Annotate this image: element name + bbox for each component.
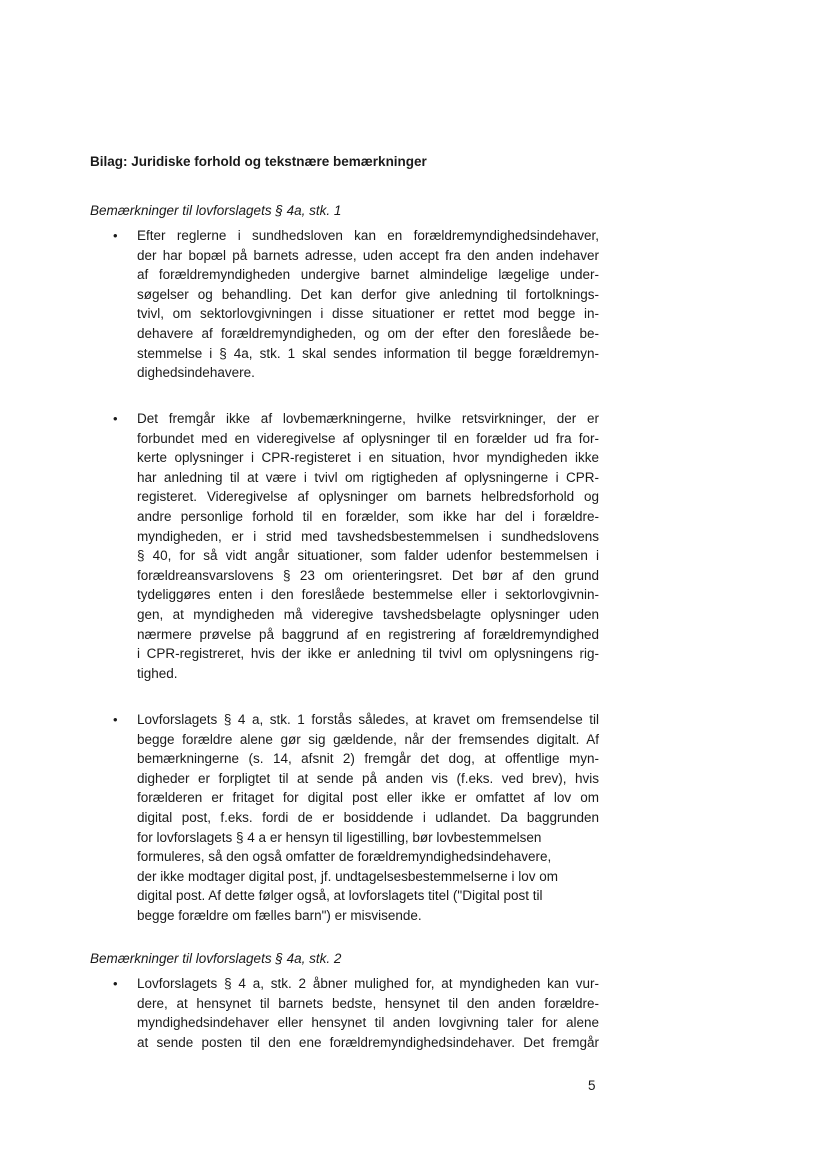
page-heading: Bilag: Juridiske forhold og tekstnære bemærkninger: [90, 154, 427, 169]
text-line: af forældremyndigheden undergive barnet almindelige lægelige under-: [137, 267, 599, 283]
text-line: begge forældre om fælles barn") er misvisende.: [137, 907, 422, 923]
bullet-paragraph: [113, 974, 599, 1052]
text-line: nærmere prøvelse på baggrund af en registrering af forældremyndighed: [137, 626, 599, 642]
text-line: søgelser og behandling. Det kan derfor give anledning til fortolknings-: [137, 286, 599, 302]
section-subheading: Bemærkninger til lovforslagets § 4a, stk. 1: [90, 203, 342, 218]
text-line: digital post. Af dette følger også, at lovforslagets titel ("Digital post til: [137, 888, 543, 904]
text-line: gen, at myndigheden må videregive tavshedsbelagte oplysninger uden: [137, 606, 599, 622]
text-line: formuleres, så den også omfatter de forældremyndighedsindehavere,: [137, 849, 552, 865]
text-line: myndighedsindehaver eller hensynet til anden lovgivning taler for alene: [137, 1015, 599, 1031]
bullet-icon: •: [113, 228, 118, 243]
text-line: begge forældre alene gør sig gældende, når der fremsendes digitalt. Af: [137, 731, 599, 747]
bullet-icon: •: [113, 712, 118, 727]
text-line: dighedsindehavere.: [137, 365, 255, 381]
text-line: digheder er forpligtet til at sende på anden vis (f.eks. ved brev), hvis: [137, 770, 599, 786]
text-line: tydeliggøres enten i den foreslåede bestemmelse eller i sektorlovgivnin-: [137, 587, 599, 603]
text-line: der har bopæl på barnets adresse, uden accept fra den anden indehaver: [137, 247, 599, 263]
text-line: har anledning til at være i tvivl om rigtigheden af oplysningerne i CPR-: [137, 469, 599, 485]
bullet-icon: •: [113, 411, 118, 426]
text-line: bemærkningerne (s. 14, afsnit 2) fremgår det dog, at offentlige myn-: [137, 751, 599, 767]
text-line: kerte oplysninger i CPR-registeret i en situation, hvor myndigheden ikke: [137, 450, 599, 466]
text-line: i CPR-registreret, hvis der ikke er anledning til tvivl om oplysningens rig-: [137, 646, 599, 662]
bullet-icon: •: [113, 976, 118, 991]
bullet-paragraph: [113, 226, 599, 383]
text-line: § 40, for så vidt angår situationer, som falder udenfor bestemmelsen i: [137, 548, 599, 564]
text-line: myndigheden, er i strid med tavshedsbestemmelsen i sundhedslovens: [137, 528, 599, 544]
text-line: Efter reglerne i sundhedsloven kan en forældremyndighedsindehaver,: [137, 228, 599, 243]
text-line: dere, at hensynet til barnets bedste, hensynet til den anden forældre-: [137, 995, 599, 1011]
text-line: Det fremgår ikke af lovbemærkningerne, hvilke retsvirkninger, der er: [137, 411, 599, 426]
text-line: der ikke modtager digital post, jf. undtagelsesbestemmelserne i lov om: [137, 868, 558, 884]
text-line: digital post, f.eks. fordi de er bosiddende i udlandet. Da baggrunden: [137, 809, 599, 825]
text-line: forælderen er fritaget for digital post eller ikke er omfattet af lov om: [137, 790, 599, 806]
page-number: 5: [588, 1078, 596, 1093]
text-line: dehavere af forældremyndigheden, og om der efter den foreslåede be-: [137, 325, 599, 341]
text-line: stemmelse i § 4a, stk. 1 skal sendes information til begge forældremyn-: [137, 345, 599, 361]
text-line: andre personlige forhold til en forælder, som ikke har del i forældre-: [137, 508, 599, 524]
bullet-paragraph: [113, 409, 599, 683]
text-line: tighed.: [137, 665, 178, 681]
text-line: at sende posten til den ene forældremyndighedsindehaver. Det fremgår: [137, 1034, 599, 1050]
text-line: forbundet med en videregivelse af oplysninger til en forælder ud fra for-: [137, 430, 599, 446]
bullet-paragraph: [113, 710, 599, 926]
text-line: for lovforslagets § 4 a er hensyn til ligestilling, bør lovbestemmelsen: [137, 829, 542, 845]
section-subheading: Bemærkninger til lovforslagets § 4a, stk. 2: [90, 951, 342, 966]
text-line: Lovforslagets § 4 a, stk. 1 forstås således, at kravet om fremsendelse til: [137, 712, 599, 727]
text-line: tvivl, om sektorlovgivningen i disse situationer er rettet mod begge in-: [137, 306, 599, 322]
text-line: forældreansvarslovens § 23 om orienteringsret. Det bør af den grund: [137, 567, 599, 583]
text-line: registeret. Videregivelse af oplysninger om barnets helbredsforhold og: [137, 489, 599, 505]
text-line: Lovforslagets § 4 a, stk. 2 åbner mulighed for, at myndigheden kan vur-: [137, 976, 599, 991]
